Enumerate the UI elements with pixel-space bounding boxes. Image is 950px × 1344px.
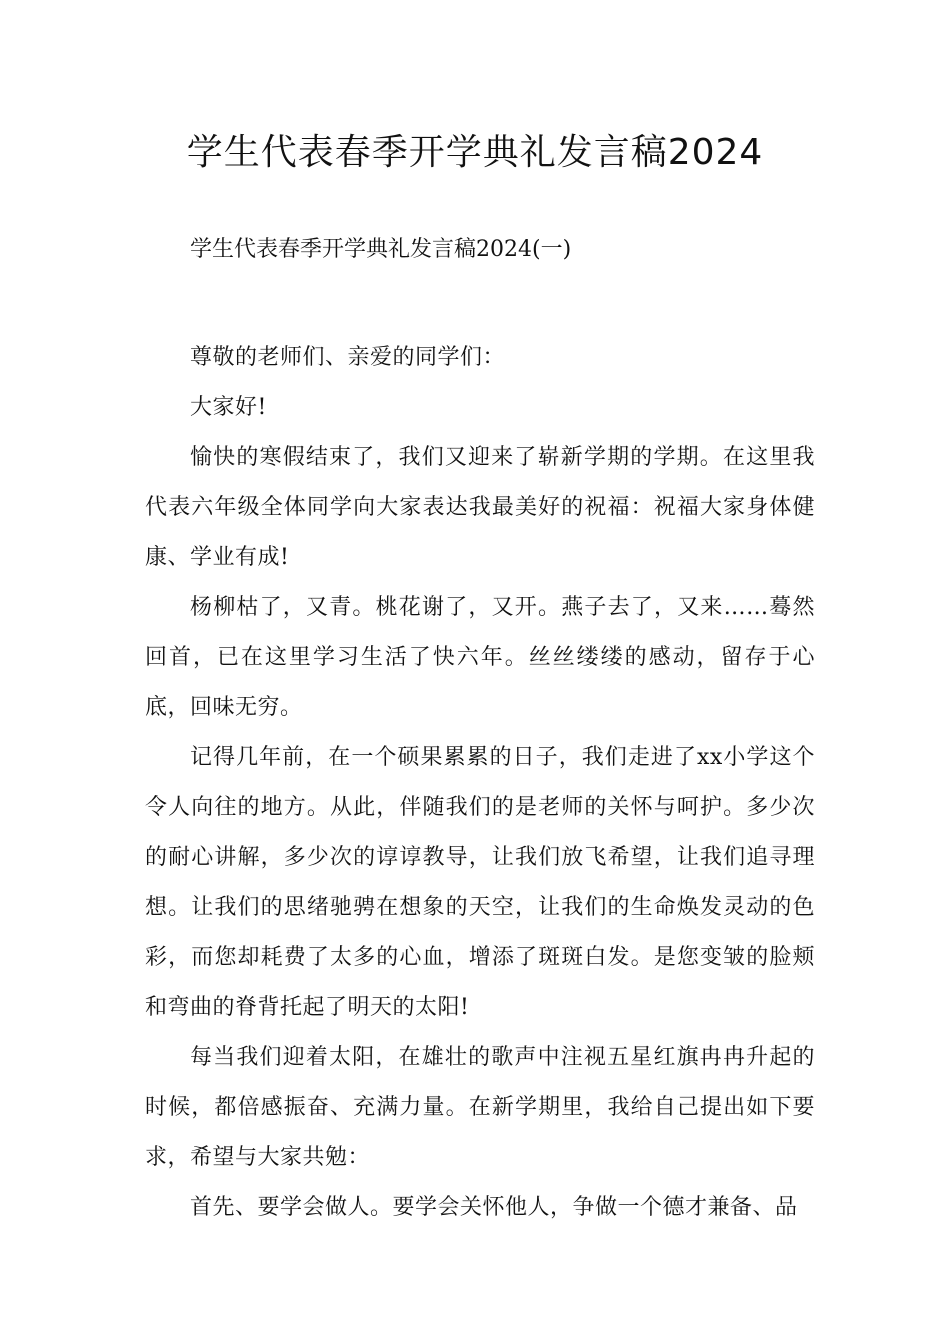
paragraph: 愉快的寒假结束了，我们又迎来了崭新学期的学期。在这里我代表六年级全体同学向大家表达我最美好的祝福：祝福大家身体健康、学业有成! bbox=[145, 445, 815, 570]
document-body bbox=[145, 333, 815, 1233]
paragraph: 记得几年前，在一个硕果累累的日子，我们走进了xx小学这个令人向往的地方。从此，伴随我们的是老师的关怀与呵护。多少次的耐心讲解，多少次的谆谆教导，让我们放飞希望，让我们追寻理想。让我们的思绪驰骋在想象的天空，让我们的生命焕发灵动的色彩，而您却耗费了太多的心血，增添了斑斑白发。是您变皱的脸颊和弯曲的脊背托起了明天的太阳! bbox=[145, 745, 815, 1020]
paragraph-greeting: 大家好! bbox=[190, 395, 267, 420]
paragraph-salutation: 尊敬的老师们、亲爱的同学们： bbox=[190, 345, 506, 370]
document-title: 学生代表春季开学典礼发言稿2024 bbox=[186, 132, 764, 173]
paragraph: 杨柳枯了，又青。桃花谢了，又开。燕子去了，又来……蓦然回首，已在这里学习生活了快六年。丝丝缕缕的感动，留存于心底，回味无穷。 bbox=[145, 595, 815, 720]
paragraph: 每当我们迎着太阳，在雄壮的歌声中注视五星红旗冉冉升起的时候，都倍感振奋、充满力量。在新学期里，我给自己提出如下要求，希望与大家共勉： bbox=[145, 1045, 815, 1170]
document-subtitle: 学生代表春季开学典礼发言稿2024(一) bbox=[190, 237, 572, 262]
paragraph: 首先、要学会做人。要学会关怀他人，争做一个德才兼备、品 bbox=[190, 1195, 798, 1220]
